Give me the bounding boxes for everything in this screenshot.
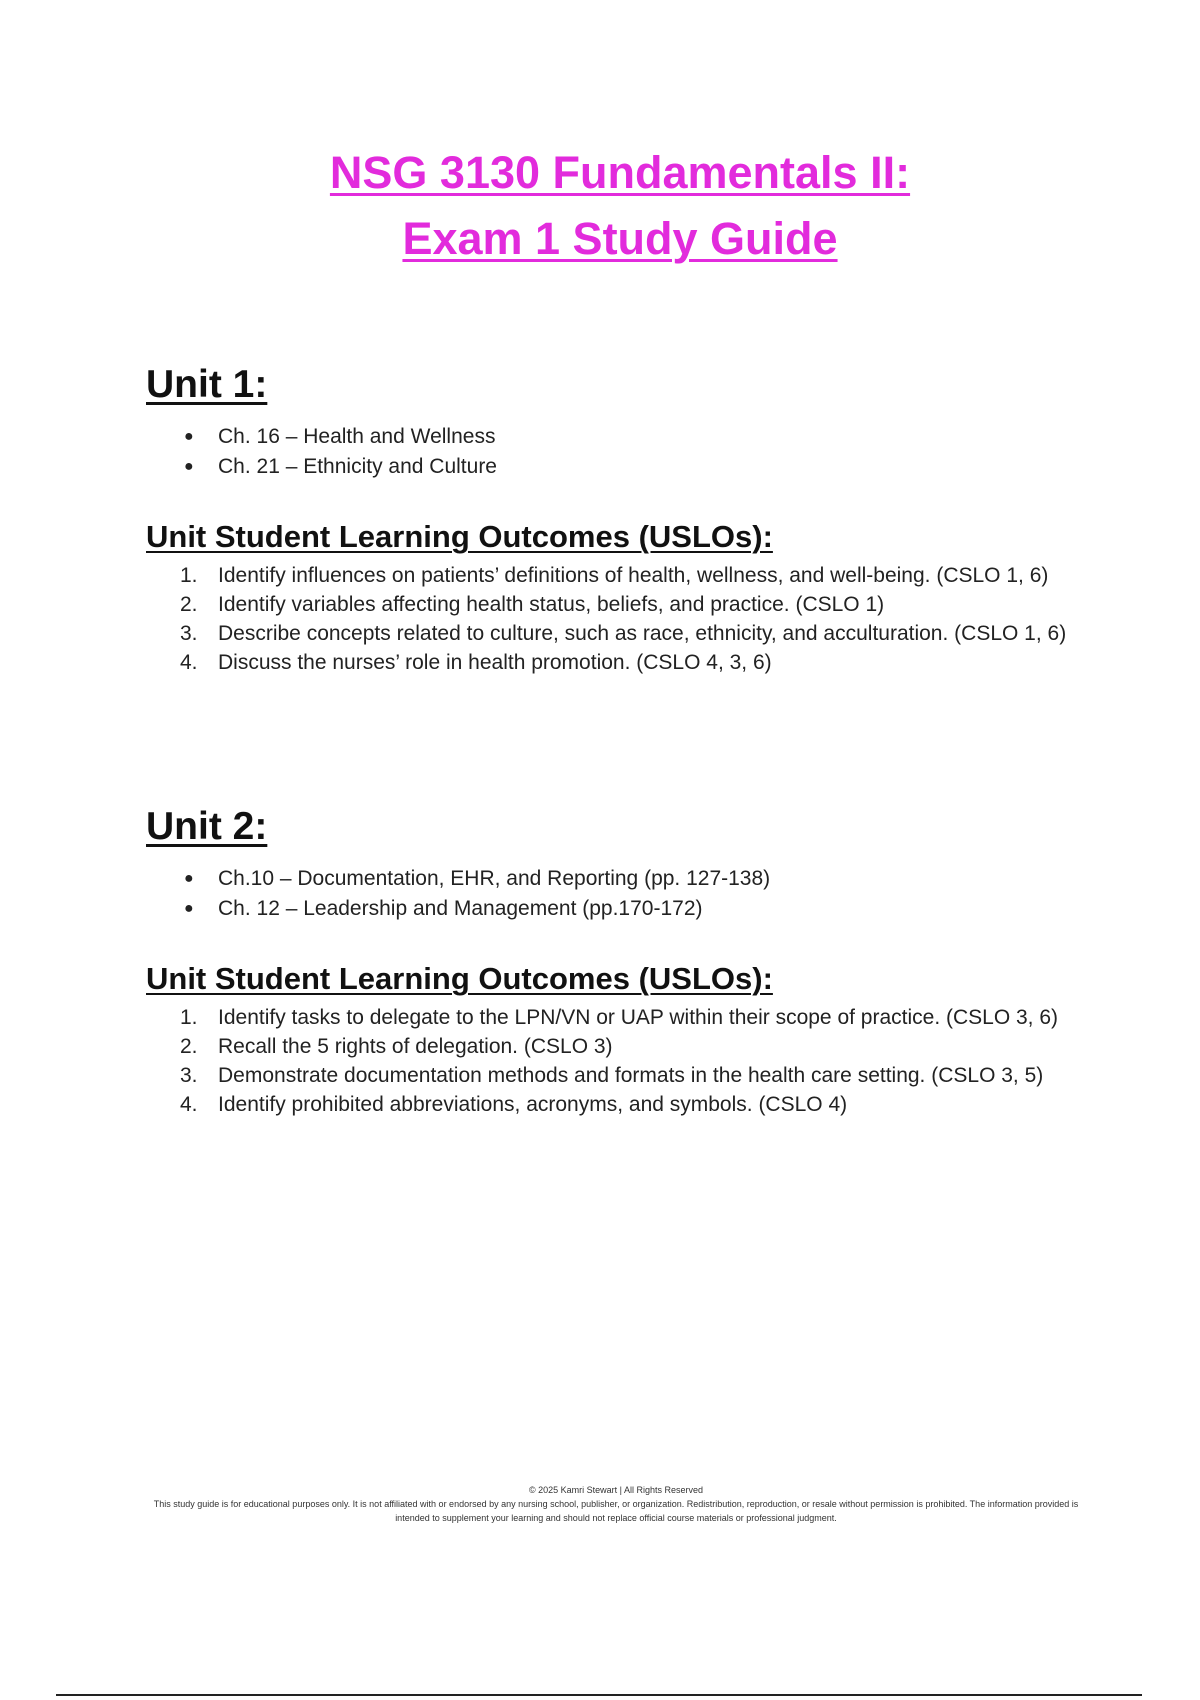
outcome-number: 3.: [180, 1064, 198, 1087]
unit-2-uslo-heading: Unit Student Learning Outcomes (USLOs):: [146, 961, 773, 996]
outcome-item: [146, 1032, 1078, 1061]
bullet-icon: ●: [184, 870, 194, 887]
page-divider: [56, 1694, 1142, 1696]
outcome-number: 1.: [180, 564, 198, 587]
disclaimer-text: This study guide is for educational purposes only. It is not affiliated with or endorsed by any nursing school, publisher, or organization. Redistribution, reproduction, or resale without permission is prohibited. The information provided is intended to supplement your learning and should not replace official course materials or professional judgment.: [153, 1499, 1079, 1523]
chapter-label: Ch. 21 – Ethnicity and Culture: [218, 455, 497, 478]
outcome-text: Discuss the nurses’ role in health promotion. (CSLO 4, 3, 6): [218, 651, 772, 674]
unit-2-uslo-section: [146, 961, 1106, 1119]
unit-2-heading: Unit 2:: [146, 805, 268, 848]
bullet-icon: ●: [184, 458, 194, 475]
unit-1-outcome-list: [146, 561, 1106, 677]
chapter-label: Ch.10 – Documentation, EHR, and Reporting (pp. 127-138): [218, 867, 771, 890]
outcome-item: [146, 1003, 1078, 1032]
outcome-item: [146, 590, 1078, 619]
outcome-item: [146, 1061, 1078, 1090]
outcome-item: [146, 619, 1078, 648]
title-line-2: Exam 1 Study Guide: [402, 213, 838, 264]
unit-1-uslo-section: [146, 519, 1106, 677]
page-footer: [146, 1483, 1086, 1525]
outcome-item: [146, 648, 1078, 677]
document-title: [0, 140, 1200, 272]
unit-2-outcome-list: [146, 1003, 1106, 1119]
chapter-label: Ch. 12 – Leadership and Management (pp.170-172): [218, 897, 703, 920]
outcome-text: Identify prohibited abbreviations, acronyms, and symbols. (CSLO 4): [218, 1093, 848, 1116]
outcome-text: Demonstrate documentation methods and formats in the health care setting. (CSLO 3, 5): [218, 1064, 1044, 1087]
outcome-number: 2.: [180, 593, 198, 616]
outcome-text: Identify influences on patients’ definitions of health, wellness, and well-being. (CSLO 1, 6): [218, 564, 1049, 587]
unit-2-section: [146, 804, 1106, 924]
outcome-number: 4.: [180, 651, 198, 674]
outcome-text: Identify tasks to delegate to the LPN/VN or UAP within their scope of practice. (CSLO 3, 6): [218, 1006, 1059, 1029]
outcome-number: 2.: [180, 1035, 198, 1058]
unit-1-uslo-heading: Unit Student Learning Outcomes (USLOs):: [146, 519, 773, 554]
chapter-item: [146, 452, 1106, 482]
outcome-item: [146, 1090, 1078, 1119]
outcome-number: 4.: [180, 1093, 198, 1116]
chapter-item: [146, 894, 1106, 924]
outcome-number: 1.: [180, 1006, 198, 1029]
outcome-text: Recall the 5 rights of delegation. (CSLO 3): [218, 1035, 613, 1058]
outcome-number: 3.: [180, 622, 198, 645]
chapter-item: [146, 864, 1106, 894]
chapter-label: Ch. 16 – Health and Wellness: [218, 425, 496, 448]
unit-1-heading: Unit 1:: [146, 363, 268, 406]
unit-1-section: [146, 362, 1106, 482]
bullet-icon: ●: [184, 428, 194, 445]
outcome-item: [146, 561, 1078, 590]
unit-2-chapter-list: [146, 864, 1106, 924]
chapter-item: [146, 422, 1106, 452]
outcome-text: Identify variables affecting health status, beliefs, and practice. (CSLO 1): [218, 593, 885, 616]
outcome-text: Describe concepts related to culture, such as race, ethnicity, and acculturation. (CSLO 1, 6): [218, 622, 1067, 645]
title-line-1: NSG 3130 Fundamentals II:: [329, 147, 911, 198]
copyright-text: © 2025 Kamri Stewart | All Rights Reserved: [528, 1485, 704, 1495]
unit-1-chapter-list: [146, 422, 1106, 482]
bullet-icon: ●: [184, 900, 194, 917]
